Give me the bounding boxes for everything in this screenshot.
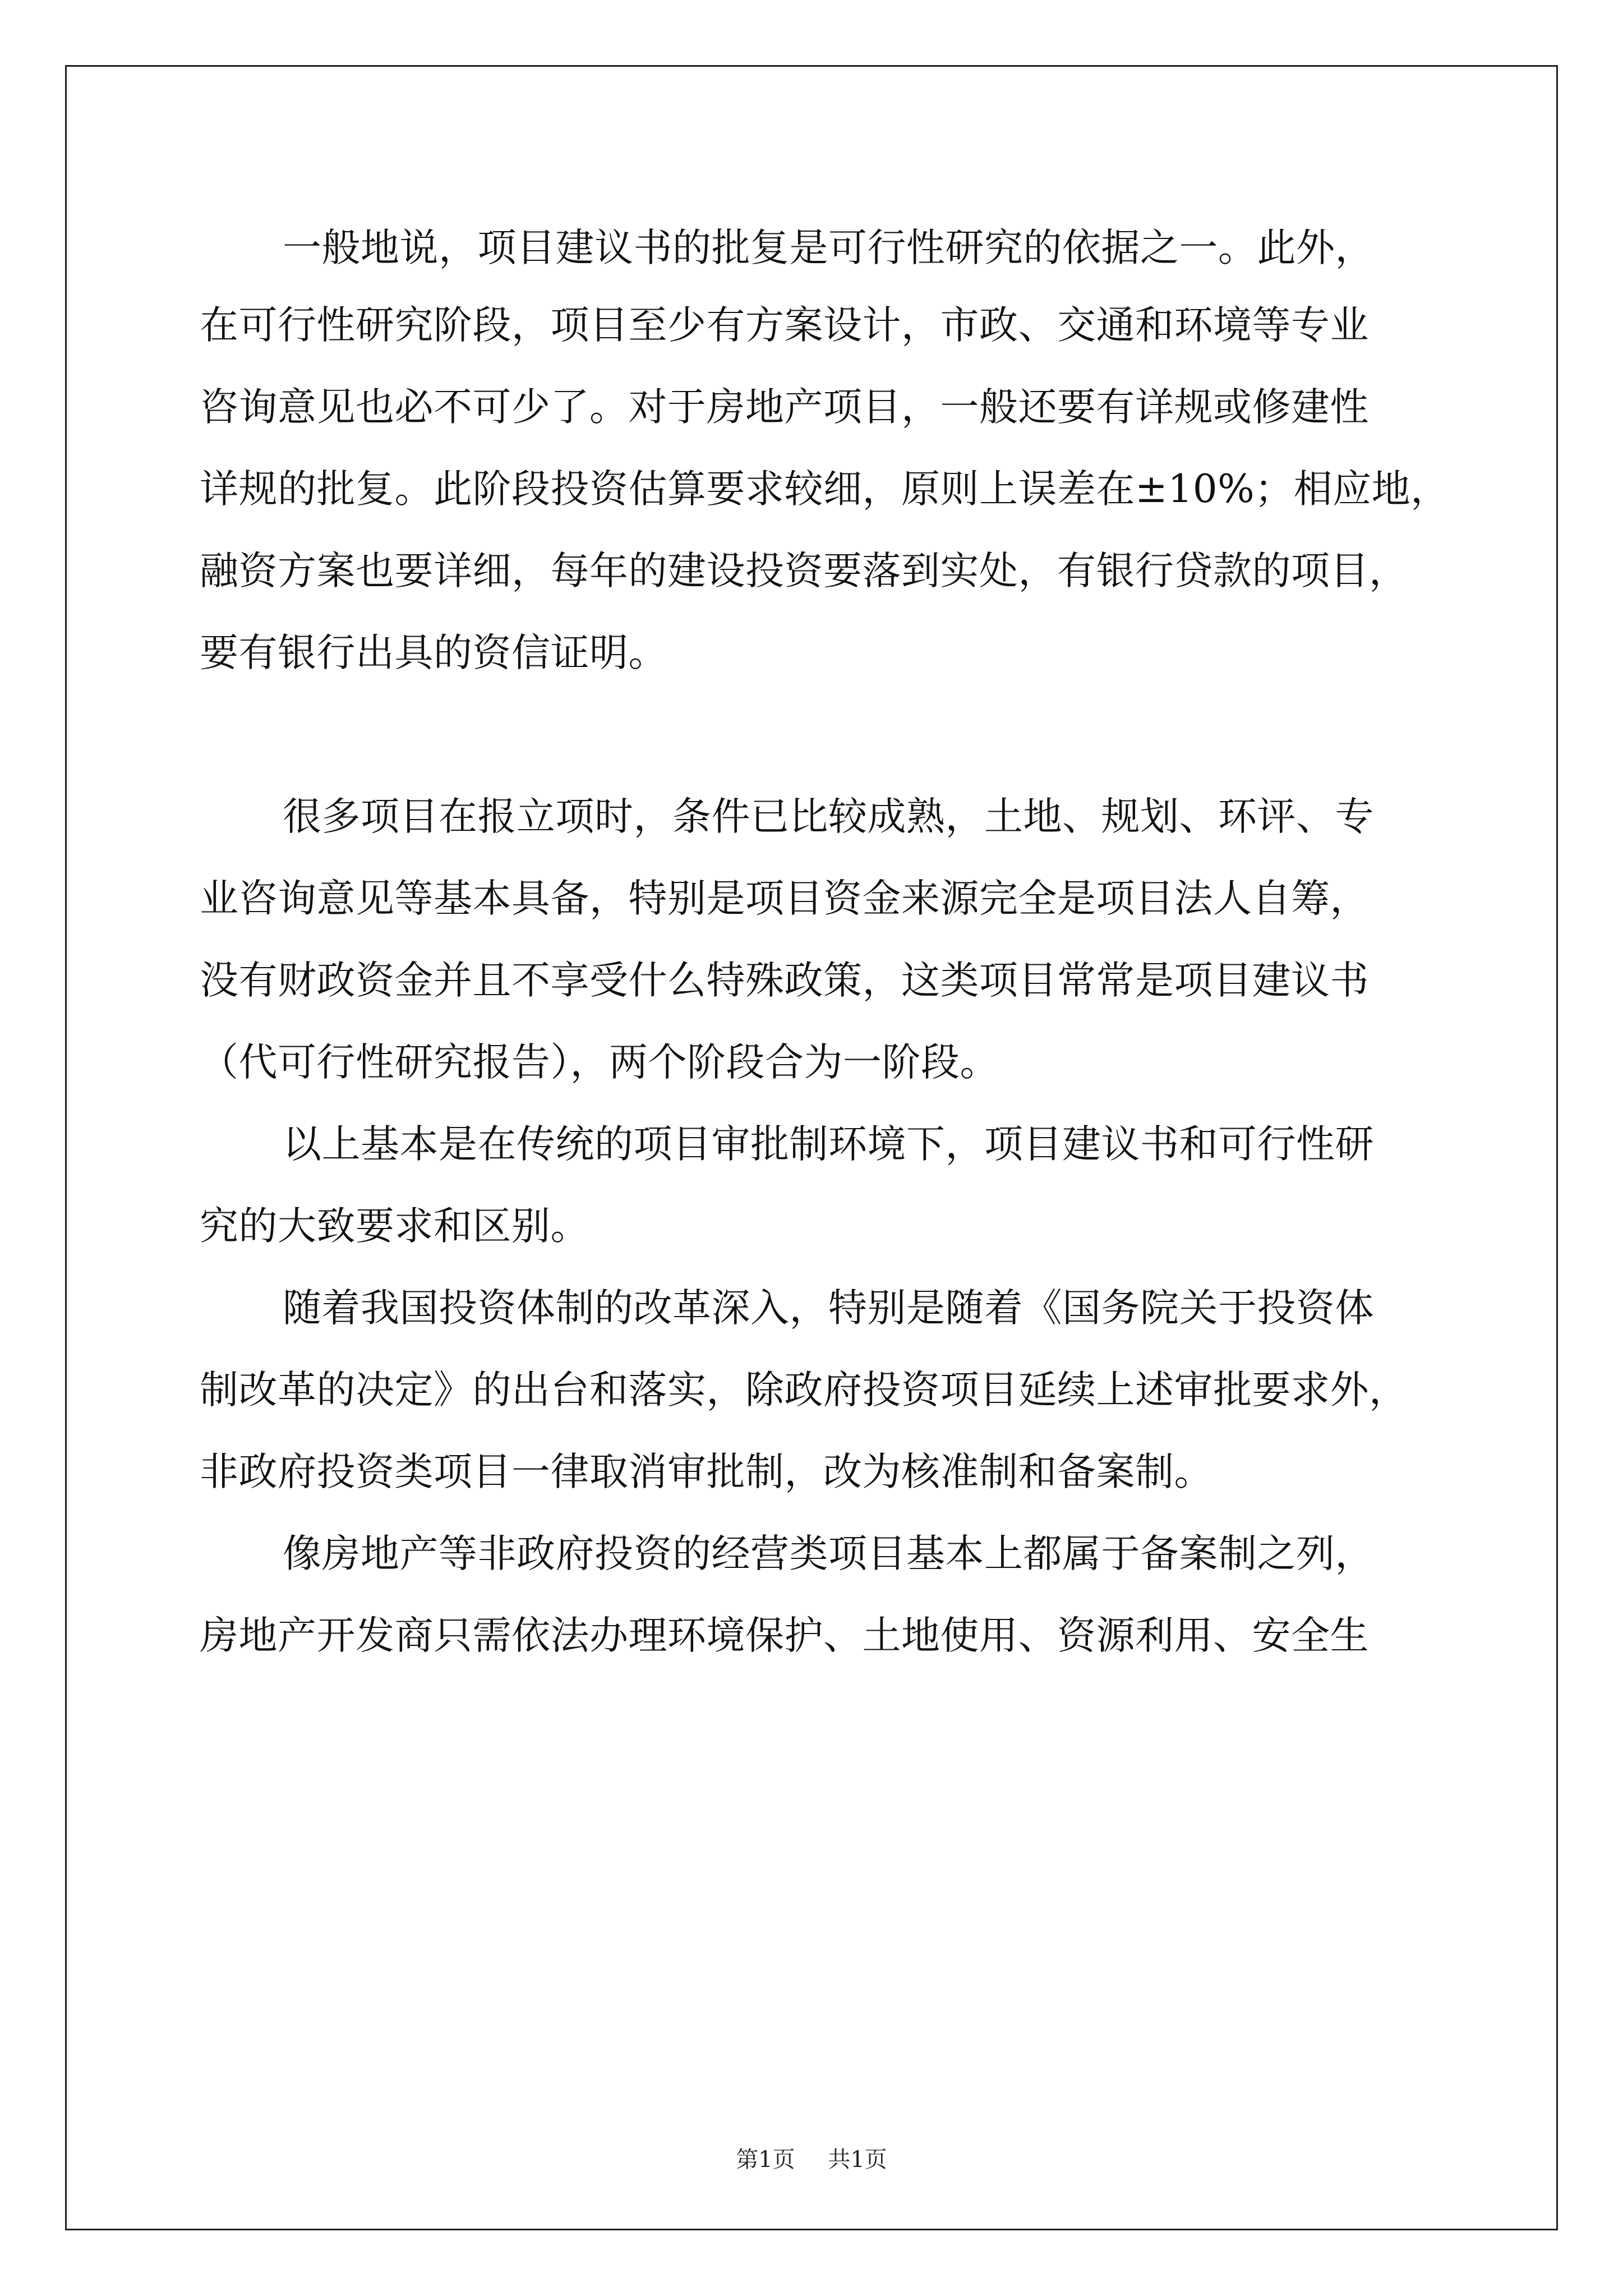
text-line: 咨询意见也必不可少了。对于房地产项目，一般还要有详规或修建性	[200, 385, 1369, 430]
text-line: 很多项目在报立项时，条件已比较成熟，土地、规划、环评、专	[283, 794, 1374, 839]
text-line: 以上基本是在传统的项目审批制环境下，项目建议书和可行性研	[283, 1122, 1374, 1167]
text-line: 随着我国投资体制的改革深入，特别是随着《国务院关于投资体	[283, 1286, 1374, 1331]
page-number-total: 共1页	[828, 2147, 887, 2173]
text-line: 详规的批复。此阶段投资估算要求较细，原则上误差在±10%；相应地，	[200, 467, 1450, 512]
text-line: 一般地说，项目建议书的批复是可行性研究的依据之一。此外，	[283, 226, 1374, 270]
text-line: 融资方案也要详细，每年的建设投资要落到实处，有银行贷款的项目，	[200, 549, 1408, 593]
page-footer	[0, 2148, 1623, 2171]
text-line: 房地产开发商只需依法办理环境保护、土地使用、资源利用、安全生	[200, 1613, 1369, 1658]
text-line: 制改革的决定》的出台和落实，除政府投资项目延续上述审批要求外，	[200, 1368, 1408, 1412]
text-line: 没有财政资金并且不享受什么特殊政策，这类项目常常是项目建议书	[200, 958, 1369, 1003]
text-line: 究的大致要求和区别。	[200, 1204, 589, 1249]
text-line: 在可行性研究阶段，项目至少有方案设计，市政、交通和环境等专业	[200, 303, 1369, 348]
text-line: 非政府投资类项目一律取消审批制，改为核准制和备案制。	[200, 1450, 1213, 1494]
page-number-current: 第1页	[736, 2147, 795, 2173]
text-line: （代可行性研究报告），两个阶段合为一阶段。	[200, 1040, 999, 1085]
text-line: 业咨询意见等基本具备，特别是项目资金来源完全是项目法人自筹，	[200, 876, 1369, 921]
text-line: 像房地产等非政府投资的经营类项目基本上都属于备案制之列，	[283, 1531, 1374, 1576]
text-line: 要有银行出具的资信证明。	[200, 631, 667, 675]
